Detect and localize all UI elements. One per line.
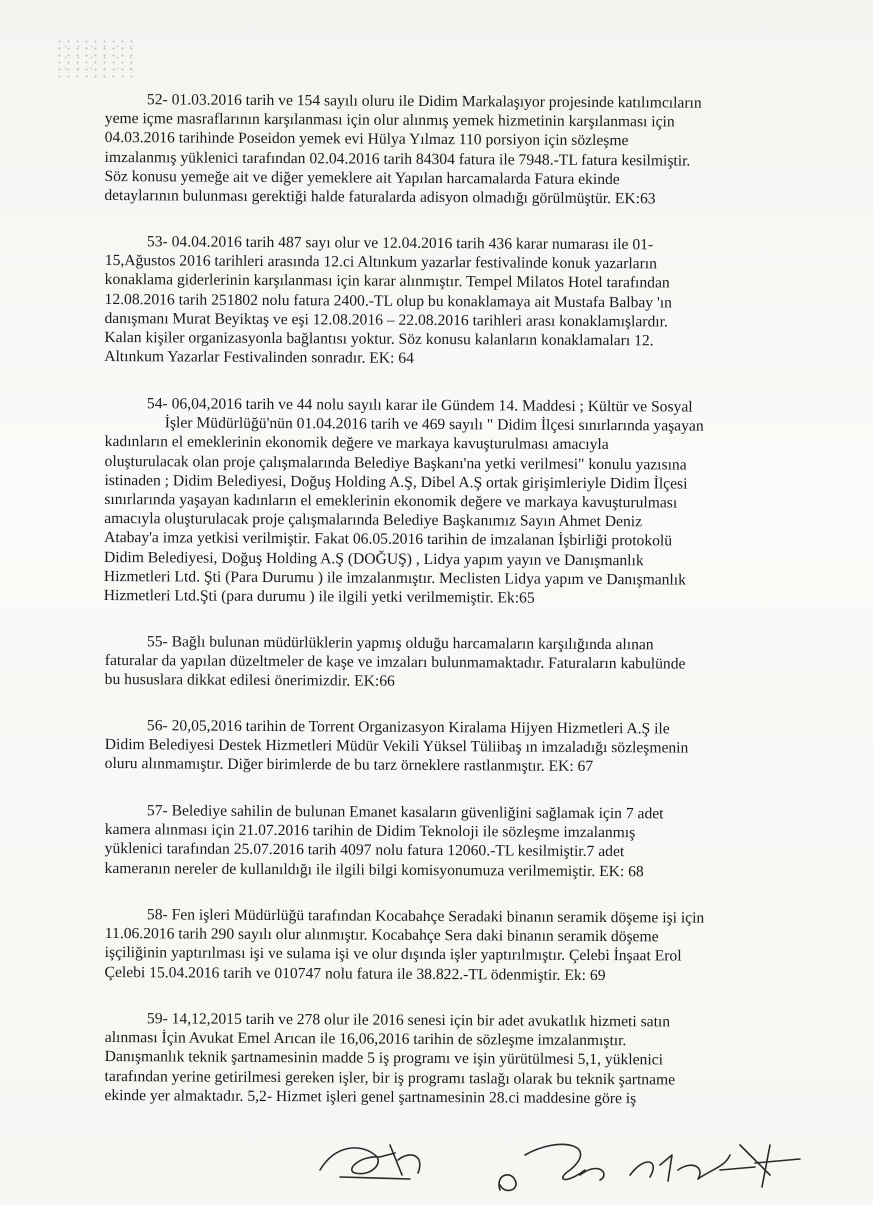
document-body bbox=[105, 90, 765, 1132]
text-line: 52- 01.03.2016 tarih ve 154 sayılı oluru ile Didim Markalaşıyor projesinde katılımcıların bbox=[146, 91, 702, 112]
text-line: sınırlarında yaşayan kadınların el emeklerinin ekonomik değere ve markaya kavuşturulması bbox=[104, 490, 678, 512]
text-line: Çelebi 15.04.2016 tarih ve 010747 nolu fatura ile 38.822.-TL ödenmiştir. Ek: 69 bbox=[104, 963, 606, 984]
text-line: danışmanı Murat Beyiktaş ve eşi 12.08.2016 – 22.08.2016 tarihleri arası konaklamışlardır. bbox=[104, 310, 668, 331]
signature-area bbox=[300, 1115, 820, 1200]
text-line: Altınkum Yazarlar Festivalinden sonradır. EK: 64 bbox=[104, 348, 414, 368]
text-line: Hizmetleri Ltd. Şti (Para Durumu ) ile imzalanmıştır. Meclisten Lidya yapım ve Danışmanlık bbox=[103, 567, 686, 589]
text-line: Danışmanlık teknik şartnamesinin madde 5 iş programı ve işin yürütülmesi 5,1, yüklenici bbox=[104, 1048, 663, 1069]
text-line: oluşturulacak olan proje çalışmalarında Belediye Başkanı'na yetki verilmesi" konulu yazısına bbox=[104, 452, 687, 473]
text-line: 15,Ağustos 2016 tarihleri arasında 12.ci Altınkum yazarlar festivalinde konuk yazarların bbox=[104, 252, 657, 273]
text-line: Hizmetleri Ltd.Şti (para durumu ) ile ilgili yetki verilmemiştir. Ek:65 bbox=[103, 586, 535, 607]
signature-3 bbox=[630, 1155, 755, 1181]
signature-1 bbox=[320, 1145, 420, 1179]
text-line: 55- Bağlı bulunan müdürlüklerin yapmış olduğu harcamaların karşılığında alınan bbox=[146, 633, 654, 654]
text-line: konaklama giderlerinin karşılanması için karar alınmıştır. Tempel Milatos Hotel tarafından bbox=[104, 271, 670, 293]
paragraph-item-58 bbox=[105, 905, 765, 986]
text-line: kamera alınması için 21.07.2016 tarihin de Didim Teknoloji ile sözleşme imzalanmış bbox=[104, 821, 636, 842]
signature-2 bbox=[499, 1144, 604, 1190]
text-line: Atabay'a imza yetkisi verilmiştir. Fakat 06.05.2016 tarihin de imzalanan İşbirliği protokolü bbox=[104, 529, 673, 550]
paragraph-item-56 bbox=[105, 716, 765, 778]
text-line: bu hususlara dikkat edilesi önerimizdir. EK:66 bbox=[104, 671, 395, 691]
text-line: 54- 06,04,2016 tarih ve 44 nolu sayılı karar ile Gündem 14. Maddesi ; Kültür ve Sosyal bbox=[146, 394, 693, 416]
text-line: amacıyla oluşturulacak proje çalışmalarında Belediye Başkanımız Sayın Ahmet Deniz bbox=[104, 509, 643, 531]
text-line: alınması İçin Avukat Emel Arıcan ile 16,06,2016 tarihin de sözleşme imzalanmıştır. bbox=[104, 1028, 627, 1050]
text-line: 59- 14,12,2015 tarih ve 278 olur ile 2016 senesi için bir adet avukatlık hizmeti satın bbox=[146, 1009, 671, 1031]
paragraph-item-54 bbox=[104, 394, 765, 609]
text-line: 11.06.2016 tarih 290 sayılı olur alınmıştır. Kocabahçe Sera daki binanın seramik döşeme bbox=[104, 925, 659, 946]
text-line: 12.08.2016 tarih 251802 nolu fatura 2400.-TL olup bu konaklamaya ait Mustafa Balbay 'ın bbox=[104, 290, 673, 312]
signature-4 bbox=[740, 1145, 800, 1187]
text-line: oluru alınmamıştır. Diğer birimlerde de bu tarz örneklere rastlanmıştır. EK: 67 bbox=[104, 755, 594, 776]
scan-noise bbox=[55, 38, 135, 78]
paragraph-item-59 bbox=[104, 1009, 765, 1109]
text-line: yeme içme masraflarının karşılanması için olur alınmış yemek hizmetinin karşılanması için bbox=[104, 110, 675, 131]
text-line: istinaden ; Didim Belediyesi, Doğuş Holding A.Ş, Dibel A.Ş ortak girişimleriyle Didim İlçesi bbox=[104, 471, 688, 493]
text-line: yüklenici tarafından 25.07.2016 tarih 4097 nolu fatura 12060.-TL kesilmiştir.7 adet bbox=[104, 840, 625, 861]
paragraph-item-53 bbox=[104, 232, 765, 370]
text-line: kameranın nereler de kullanıldığı ile ilgili bilgi komisyonumuza verilmemiştir. EK: 68 bbox=[104, 859, 644, 880]
text-line: 57- Belediye sahilin de bulunan Emanet kasaların güvenliğini sağlamak için 7 adet bbox=[146, 802, 664, 823]
text-line: işçiliğinin yaptırılması işi ve sulama işi ve olur dışında işler yaptırılmıştır. Çelebi İnşaat Erol bbox=[104, 944, 682, 965]
text-line: Söz konusu yemeğe ait ve diğer yemeklere ait Yapılan harcamalarda Fatura ekinde bbox=[104, 167, 620, 188]
text-line: İşler Müdürlüğü'nün 01.04.2016 tarih ve 469 sayılı " Didim İlçesi sınırlarında yaşayan bbox=[164, 414, 704, 435]
text-line: 56- 20,05,2016 tarihin de Torrent Organizasyon Kiralama Hijyen Hizmetleri A.Ş ile bbox=[146, 717, 670, 738]
text-line: 53- 04.04.2016 tarih 487 sayı olur ve 12.04.2016 tarih 436 karar numarası ile 01- bbox=[146, 233, 654, 254]
text-line: detaylarının bulunması gerektiği halde faturalarda adisyon olmadığı görülmüştür. EK:63 bbox=[104, 187, 656, 208]
text-line: ekinde yer almaktadır. 5,2- Hizmet işleri genel şartnamesinin 28.ci maddesine göre iş bbox=[104, 1086, 637, 1107]
text-line: Kalan kişiler organizasyonla bağlantısı yoktur. Söz konusu kalanların konaklamaları 12. bbox=[104, 329, 654, 350]
text-line: imzalanmış yüklenici tarafından 02.04.2016 tarih 84304 fatura ile 7948.-TL fatura kesilmiştir. bbox=[104, 148, 691, 170]
text-line: kadınların el emeklerinin ekonomik değere ve markaya kavuşturulması amacıyla bbox=[104, 433, 609, 454]
handwritten-signatures bbox=[300, 1115, 820, 1200]
text-line: Didim Belediyesi, Doğuş Holding A.Ş (DOĞUŞ) , Lidya yapım yayın ve Danışmanlık bbox=[103, 548, 644, 569]
text-line: Didim Belediyesi Destek Hizmetleri Müdür Vekili Yüksel Tüliibaş ın imzaladığı sözleşmenin bbox=[104, 736, 689, 758]
text-line: 04.03.2016 tarihinde Poseidon yemek evi Hülya Yılmaz 110 porsiyon için sözleşme bbox=[104, 129, 629, 150]
paragraph-item-57 bbox=[105, 801, 765, 882]
text-line: faturalar da yapılan düzeltmeler de kaşe ve imzaları bulunmamaktadır. Faturaların kabulünde bbox=[104, 652, 686, 673]
paragraph-item-55 bbox=[105, 632, 765, 694]
text-line: tarafından yerine getirilmesi gereken işler, bir iş programı taslağı olarak bu teknik şartname bbox=[104, 1067, 676, 1088]
text-line: 58- Fen işleri Müdürlüğü tarafından Kocabahçe Seradaki binanın seramik döşeme işi için bbox=[146, 906, 705, 927]
paragraph-item-52 bbox=[104, 90, 765, 209]
